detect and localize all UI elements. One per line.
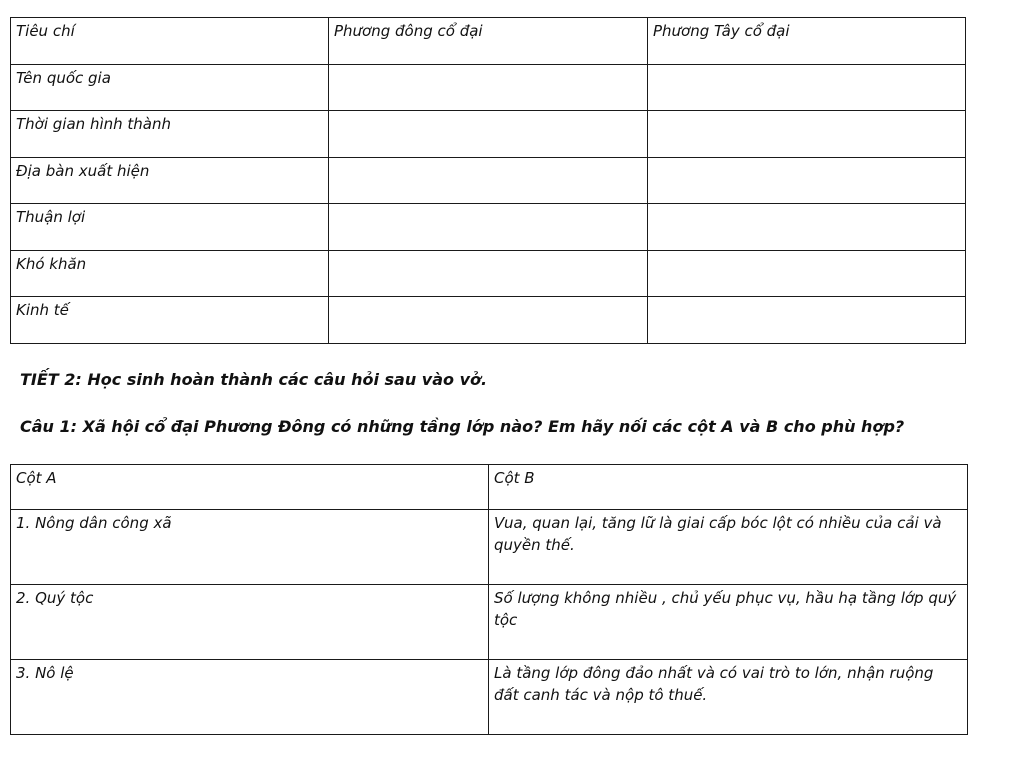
table-row [11, 64, 966, 111]
answer-cell-west [648, 204, 966, 251]
answer-cell-west [648, 250, 966, 297]
column-b-item: Vua, quan lại, tăng lữ là giai cấp bóc lột có nhiều của cải và quyền thế. [489, 510, 968, 585]
lesson-heading: TIẾT 2: Học sinh hoàn thành các câu hỏi sau vào vở. [20, 370, 488, 389]
answer-cell-east [329, 297, 648, 344]
table-header-row [11, 18, 966, 65]
column-a-item: 3. Nô lệ [11, 660, 489, 735]
criteria-comparison-table [10, 17, 966, 344]
table-row [11, 111, 966, 158]
table-row [11, 204, 966, 251]
answer-cell-east [329, 204, 648, 251]
column-b-item: Là tầng lớp đông đảo nhất và có vai trò to lớn, nhận ruộng đất canh tác và nộp tô thuế. [489, 660, 968, 735]
header-column-a: Cột A [11, 465, 489, 510]
row-label: Tên quốc gia [11, 64, 329, 111]
row-label: Khó khăn [11, 250, 329, 297]
answer-cell-east [329, 250, 648, 297]
row-label: Thuận lợi [11, 204, 329, 251]
table-row [11, 585, 968, 660]
table-header-row [11, 465, 968, 510]
header-ancient-west: Phương Tây cổ đại [648, 18, 966, 65]
answer-cell-east [329, 157, 648, 204]
column-a-item: 2. Quý tộc [11, 585, 489, 660]
answer-cell-west [648, 111, 966, 158]
answer-cell-west [648, 64, 966, 111]
column-b-item: Số lượng không nhiều , chủ yếu phục vụ, hầu hạ tầng lớp quý tộc [489, 585, 968, 660]
table-row [11, 250, 966, 297]
table-row [11, 660, 968, 735]
header-ancient-east: Phương đông cổ đại [329, 18, 648, 65]
row-label: Kinh tế [11, 297, 329, 344]
answer-cell-east [329, 111, 648, 158]
table-row [11, 510, 968, 585]
column-a-item: 1. Nông dân công xã [11, 510, 489, 585]
matching-table [10, 464, 968, 735]
question-1: Câu 1: Xã hội cổ đại Phương Đông có những tầng lớp nào? Em hãy nối các cột A và B cho phù hợp? [20, 417, 905, 436]
answer-cell-west [648, 297, 966, 344]
answer-cell-west [648, 157, 966, 204]
table-row [11, 297, 966, 344]
row-label: Địa bàn xuất hiện [11, 157, 329, 204]
row-label: Thời gian hình thành [11, 111, 329, 158]
table-row [11, 157, 966, 204]
answer-cell-east [329, 64, 648, 111]
header-criteria: Tiêu chí [11, 18, 329, 65]
header-column-b: Cột B [489, 465, 968, 510]
